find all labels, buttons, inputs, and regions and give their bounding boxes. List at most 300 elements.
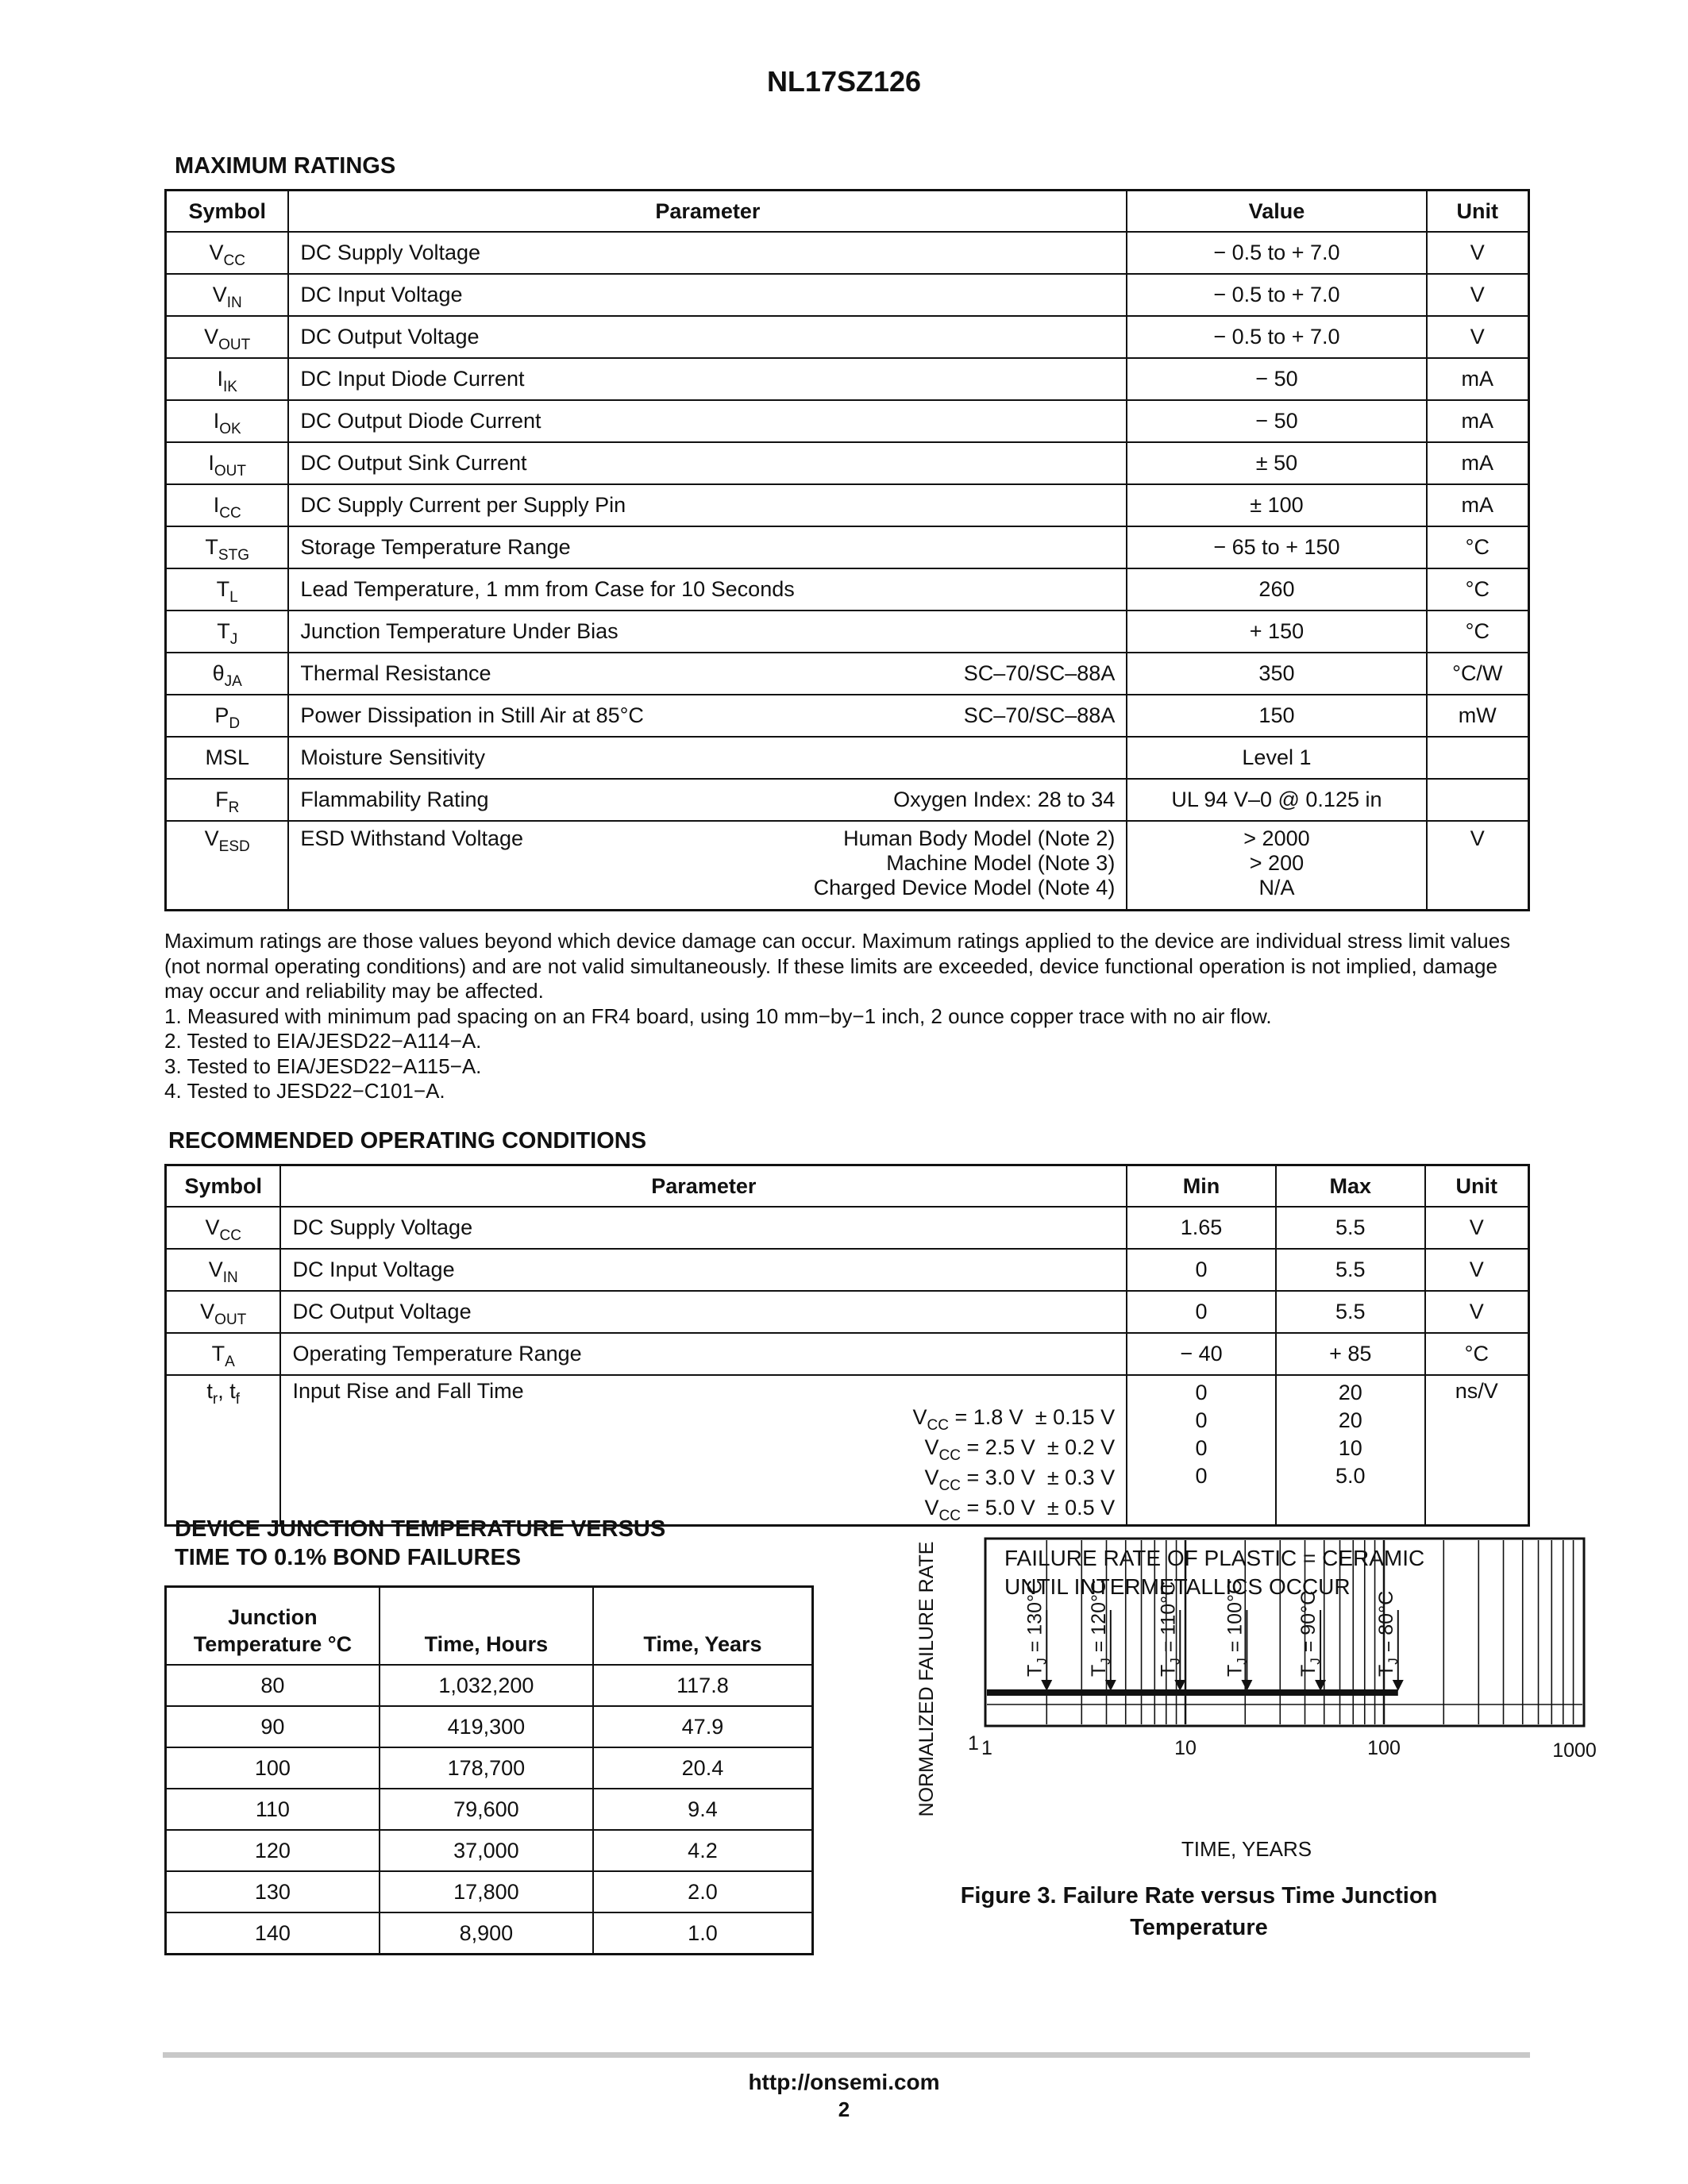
parameter-cell [288, 442, 1127, 484]
value-cell: UL 94 V–0 @ 0.125 in [1127, 779, 1426, 821]
symbol-cell [166, 821, 289, 911]
marker-label-value: = 110°C [1157, 1581, 1180, 1658]
y-tick-label: 1 [968, 1732, 979, 1755]
marker-arrow [1041, 1680, 1052, 1691]
figure-caption [921, 1880, 1477, 1943]
symbol-text: T [211, 1342, 225, 1365]
esd-value: > 2000 [1243, 826, 1310, 850]
notes-intro: Maximum ratings are those values beyond which device damage can occur. Maximum ratings applied to the device are individual stress limit values (not normal operating conditions) and are not valid simultaneously. If these limits are exceeded, device functional operation is not implied, damage may occur and reliability may be affected. [164, 929, 1511, 1003]
footer-url[interactable]: http://onsemi.com [748, 2070, 940, 2094]
max-cell: 5.5 [1276, 1291, 1425, 1333]
unit-cell: °C/W [1427, 653, 1529, 695]
symbol-subscript: CC [219, 505, 241, 522]
header-parameter: Parameter [288, 191, 1127, 233]
value-cell: Level 1 [1127, 737, 1426, 779]
header-value: Value [1127, 191, 1426, 233]
marker-label-value: = 80°C [1374, 1590, 1397, 1658]
djt-title-line2: TIME TO 0.1% BOND FAILURES [175, 1545, 522, 1570]
table-row [166, 526, 1529, 568]
time-years-cell: 1.0 [593, 1912, 813, 1955]
time-hours-cell: 79,600 [380, 1789, 593, 1830]
condition-text: = 5.0 V ± 0.5 V [961, 1496, 1116, 1520]
max-cell: 5.5 [1276, 1249, 1425, 1291]
unit-cell: V [1427, 821, 1529, 911]
rise-conditions [292, 1404, 1115, 1524]
marker-label-value: = 130°C [1023, 1579, 1046, 1658]
header-junction [166, 1587, 380, 1666]
time-hours-cell: 419,300 [380, 1706, 593, 1747]
value-cell: + 150 [1127, 611, 1426, 653]
header-symbol: Symbol [166, 191, 289, 233]
table-row [166, 316, 1529, 358]
condition-subscript: CC [927, 1417, 949, 1434]
unit-cell: V [1425, 1207, 1529, 1249]
parameter-cell: Operating Temperature Range [280, 1333, 1127, 1375]
condition-subscript: CC [938, 1508, 961, 1524]
symbol-subscript: ESD [218, 838, 250, 855]
parameter-text: Thermal Resistance [300, 661, 491, 685]
header-hours: Time, Hours [380, 1587, 593, 1666]
symbol-cell [166, 1375, 281, 1526]
parameter-text: Junction Temperature Under Bias [300, 619, 619, 643]
time-years-cell: 9.4 [593, 1789, 813, 1830]
value-cell: − 50 [1127, 358, 1426, 400]
time-years-cell: 2.0 [593, 1871, 813, 1912]
symbol-subscript: R [228, 799, 240, 816]
parameter-cell [288, 316, 1127, 358]
condition-subscript: CC [938, 1477, 961, 1494]
unit-cell: °C [1425, 1333, 1529, 1375]
time-hours-cell: 17,800 [380, 1871, 593, 1912]
unit-cell: V [1427, 274, 1529, 316]
figure-caption-line2: Temperature [1130, 1915, 1268, 1940]
symbol-subscript: CC [223, 252, 245, 269]
table-row [166, 1789, 813, 1830]
parameter-wrap [300, 826, 1115, 900]
table-row [166, 1830, 813, 1871]
table-row [166, 1249, 1529, 1291]
esd-conditions [814, 826, 1116, 900]
symbol-cell [166, 611, 289, 653]
table-row [166, 1291, 1529, 1333]
parameter-text: DC Supply Current per Supply Pin [300, 493, 626, 517]
parameter-wrap [300, 493, 1115, 518]
value-cell: ± 100 [1127, 484, 1426, 526]
symbol-subscript: IK [222, 379, 237, 395]
parameter-text: Power Dissipation in Still Air at 85°C [300, 703, 644, 727]
symbol-subscript: IN [226, 295, 242, 311]
rise-condition [292, 1464, 1115, 1494]
page-number: 2 [838, 2097, 850, 2121]
parameter-text: DC Supply Voltage [300, 241, 481, 264]
table-row [166, 274, 1529, 316]
symbol-subscript: OUT [214, 1312, 247, 1328]
parameter-wrap [300, 283, 1115, 307]
max-value: 20 [1338, 1408, 1362, 1432]
parameter-condition: SC–70/SC–88A [963, 661, 1116, 685]
note-item: 1. Measured with minimum pad spacing on an FR4 board, using 10 mm−by−1 inch, 2 ounce copper trace with no air flow. [164, 1003, 1272, 1028]
symbol-text: T [216, 577, 230, 601]
max-ratings-table [164, 189, 1530, 911]
condition-text: = 3.0 V ± 0.3 V [961, 1466, 1116, 1489]
table-row [166, 1207, 1529, 1249]
symbol-subscript: L [229, 589, 238, 606]
header-junction-line1: Junction [228, 1605, 318, 1629]
symbol-text: V [205, 1215, 220, 1239]
x-tick-label: 1000 [1552, 1739, 1597, 1762]
chart-subtitle: UNTIL INTERMETALLICS OCCUR [1004, 1574, 1351, 1599]
parameter-cell [288, 653, 1127, 695]
condition-subscript: CC [938, 1447, 961, 1464]
table-row [166, 611, 1529, 653]
rise-condition [292, 1404, 1115, 1434]
esd-value: > 200 [1249, 851, 1305, 875]
marker-label-value: = 90°C [1297, 1590, 1320, 1658]
unit-cell: V [1427, 316, 1529, 358]
parameter-wrap [300, 619, 1115, 644]
value-cell: − 0.5 to + 7.0 [1127, 316, 1426, 358]
parameter-cell [288, 358, 1127, 400]
table-row [166, 400, 1529, 442]
symbol-subscript: STG [218, 547, 249, 564]
symbol-text: T [205, 535, 218, 559]
value-cell: ± 50 [1127, 442, 1426, 484]
time-years-cell: 4.2 [593, 1830, 813, 1871]
header-years: Time, Years [593, 1587, 813, 1666]
parameter-text: DC Output Sink Current [300, 451, 527, 475]
symbol-subscript: OK [219, 421, 241, 437]
symbol-cell [166, 484, 289, 526]
time-years-cell: 20.4 [593, 1747, 813, 1789]
parameter-wrap [300, 325, 1115, 349]
symbol-text: T [217, 619, 230, 643]
max-value: 5.0 [1335, 1464, 1366, 1488]
marker-label-subscript: J [1234, 1658, 1250, 1665]
min-cell: 1.65 [1127, 1207, 1276, 1249]
table-row [166, 1333, 1529, 1375]
marker-label-symbol: T [1023, 1664, 1046, 1677]
rise-condition [292, 1434, 1115, 1464]
junction-temp-cell: 140 [166, 1912, 380, 1955]
marker-label-subscript: J [1167, 1658, 1183, 1665]
parameter-text: DC Input Diode Current [300, 367, 525, 391]
esd-condition: Machine Model (Note 3) [886, 851, 1116, 875]
condition-symbol: V [924, 1466, 939, 1489]
parameter-cell [288, 484, 1127, 526]
parameter-cell [288, 568, 1127, 611]
x-tick-label: 10 [1174, 1737, 1197, 1759]
y-axis-label: NORMALIZED FAILURE RATE [915, 1541, 938, 1817]
condition-symbol: V [924, 1496, 939, 1520]
value-cell: − 0.5 to + 7.0 [1127, 232, 1426, 274]
unit-cell: V [1425, 1249, 1529, 1291]
symbol-cell [166, 274, 289, 316]
min-value: 0 [1195, 1436, 1208, 1460]
value-cell: 150 [1127, 695, 1426, 737]
max-cell: + 85 [1276, 1333, 1425, 1375]
parameter-wrap [292, 1379, 1115, 1524]
header-min: Min [1127, 1165, 1276, 1208]
parameter-text: Flammability Rating [300, 788, 489, 811]
max-cell: 5.5 [1276, 1207, 1425, 1249]
min-cell [1127, 1375, 1276, 1526]
parameter-wrap [300, 703, 1115, 728]
parameter-text: ESD Withstand Voltage [300, 826, 524, 850]
unit-cell: °C [1427, 611, 1529, 653]
table-row [166, 1706, 813, 1747]
esd-condition: Human Body Model (Note 2) [843, 826, 1116, 850]
symbol-text: I [208, 451, 214, 475]
symbol-text: θ [212, 661, 225, 685]
table-row [166, 358, 1529, 400]
parameter-text: Storage Temperature Range [300, 535, 571, 559]
table-row [166, 653, 1529, 695]
parameter-text: DC Input Voltage [300, 283, 463, 306]
djt-title-line1: DEVICE JUNCTION TEMPERATURE VERSUS [175, 1516, 666, 1542]
parameter-text: Moisture Sensitivity [300, 745, 485, 769]
parameter-cell [288, 821, 1127, 911]
x-tick-label: 1 [981, 1737, 992, 1759]
table-header-row [166, 191, 1529, 233]
symbol-cell [166, 737, 289, 779]
symbol-subscript: OUT [218, 337, 251, 353]
parameter-cell: DC Supply Voltage [280, 1207, 1127, 1249]
value-cell: − 0.5 to + 7.0 [1127, 274, 1426, 316]
unit-cell: mW [1427, 695, 1529, 737]
parameter-wrap [300, 661, 1115, 686]
table-header-row [166, 1587, 813, 1666]
parameter-cell: DC Input Voltage [280, 1249, 1127, 1291]
parameter-condition: SC–70/SC–88A [963, 703, 1116, 727]
parameter-cell [280, 1375, 1127, 1526]
djt-title [175, 1515, 665, 1572]
condition-symbol: V [924, 1435, 939, 1459]
marker-label-subscript: J [1097, 1658, 1113, 1665]
table-row [166, 232, 1529, 274]
table-row [166, 1375, 1529, 1526]
unit-cell: V [1425, 1291, 1529, 1333]
footer-divider [163, 2052, 1530, 2058]
symbol-cell [166, 779, 289, 821]
marker-arrow [1241, 1680, 1252, 1691]
junction-temp-cell: 80 [166, 1665, 380, 1706]
symbol-text: I [217, 367, 223, 391]
esd-condition: Charged Device Model (Note 4) [813, 876, 1116, 899]
symbol-text: V [212, 283, 227, 306]
parameter-cell [288, 400, 1127, 442]
time-hours-cell: 178,700 [380, 1747, 593, 1789]
marker-label-value: = 120°C [1087, 1579, 1110, 1658]
table-row [166, 821, 1529, 911]
parameter-cell [288, 737, 1127, 779]
symbol-text: V [208, 1258, 223, 1281]
symbol-subscript: OUT [214, 463, 247, 480]
parameter-text: DC Output Voltage [300, 325, 480, 349]
unit-cell: mA [1427, 484, 1529, 526]
table-row [166, 779, 1529, 821]
table-row [166, 695, 1529, 737]
header-symbol: Symbol [166, 1165, 281, 1208]
parameter-wrap [300, 241, 1115, 265]
parameter-cell [288, 526, 1127, 568]
unit-cell [1427, 737, 1529, 779]
symbol-cell [166, 1333, 281, 1375]
marker-label-subscript: J [1034, 1658, 1050, 1665]
symbol-cell [166, 1207, 281, 1249]
symbol-cell [166, 1291, 281, 1333]
symbol-cell [166, 526, 289, 568]
symbol-subscript: JA [224, 673, 242, 690]
symbol-cell [166, 695, 289, 737]
parameter-wrap [300, 788, 1115, 812]
symbol-text: V [204, 826, 219, 850]
symbol-subscript: r [212, 1391, 218, 1408]
min-value: 0 [1195, 1408, 1208, 1432]
symbol-cell [166, 358, 289, 400]
symbol-text: MSL [205, 745, 249, 769]
symbol-subscript: IN [222, 1269, 238, 1286]
parameter-cell: DC Output Voltage [280, 1291, 1127, 1333]
min-value: 0 [1195, 1381, 1208, 1404]
parameter-wrap [300, 577, 1115, 602]
symbol-cell [166, 568, 289, 611]
condition-symbol: V [912, 1405, 927, 1429]
symbol-cell [166, 400, 289, 442]
value-cell: 350 [1127, 653, 1426, 695]
symbol-text: P [214, 703, 229, 727]
header-unit: Unit [1425, 1165, 1529, 1208]
value-cell [1127, 821, 1426, 911]
min-cell: − 40 [1127, 1333, 1276, 1375]
parameter-cell [288, 232, 1127, 274]
junction-temp-cell: 90 [166, 1706, 380, 1747]
min-value: 0 [1195, 1464, 1208, 1488]
marker-label [1375, 1591, 1401, 1677]
time-hours-cell: 8,900 [380, 1912, 593, 1955]
symbol-subscript: J [229, 631, 238, 648]
figure-caption-line1: Figure 3. Failure Rate versus Time Junction [960, 1883, 1438, 1909]
parameter-cell [288, 274, 1127, 316]
symbol-cell [166, 653, 289, 695]
symbol-text: V [204, 325, 219, 349]
max-ratings-title: MAXIMUM RATINGS [175, 153, 396, 179]
unit-cell: mA [1427, 442, 1529, 484]
parameter-wrap [300, 745, 1115, 770]
unit-cell: mA [1427, 400, 1529, 442]
header-junction-line2: Temperature °C [193, 1632, 353, 1656]
header-max: Max [1276, 1165, 1425, 1208]
unit-cell: mA [1427, 358, 1529, 400]
min-cell: 0 [1127, 1249, 1276, 1291]
note-item: 3. Tested to EIA/JESD22−A115−A. [164, 1053, 482, 1078]
symbol-cell [166, 316, 289, 358]
unit-cell: °C [1427, 526, 1529, 568]
table-row [166, 484, 1529, 526]
junction-temp-cell: 120 [166, 1830, 380, 1871]
parameter-wrap [300, 367, 1115, 391]
symbol-text: , t [218, 1379, 236, 1403]
symbol-cell [166, 1249, 281, 1291]
unit-cell [1427, 779, 1529, 821]
junction-temp-cell: 110 [166, 1789, 380, 1830]
table-row [166, 442, 1529, 484]
unit-cell: ns/V [1425, 1375, 1529, 1526]
symbol-text: V [209, 241, 224, 264]
parameter-wrap [300, 535, 1115, 560]
marker-label-value: = 100°C [1224, 1579, 1247, 1658]
table-row [166, 1665, 813, 1706]
chart-title: FAILURE RATE OF PLASTIC = CERAMIC [1004, 1546, 1425, 1570]
marker-label-subscript: J [1385, 1658, 1401, 1665]
value-cell: 260 [1127, 568, 1426, 611]
marker-label-symbol: T [1224, 1664, 1247, 1677]
table-header-row [166, 1165, 1529, 1208]
condition-text: = 1.8 V ± 0.15 V [948, 1405, 1116, 1429]
x-tick-label: 100 [1367, 1737, 1401, 1759]
time-years-cell: 47.9 [593, 1706, 813, 1747]
symbol-text: F [215, 788, 229, 811]
roc-table [164, 1164, 1530, 1527]
max-value: 20 [1338, 1381, 1362, 1404]
parameter-condition: Oxygen Index: 28 to 34 [893, 788, 1116, 811]
symbol-text: t [206, 1379, 213, 1403]
time-years-cell: 117.8 [593, 1665, 813, 1706]
junction-temp-cell: 100 [166, 1747, 380, 1789]
symbol-text: V [200, 1300, 215, 1323]
marker-label-symbol: T [1157, 1664, 1180, 1677]
symbol-subscript: A [225, 1354, 235, 1370]
table-row [166, 1747, 813, 1789]
note-item: 4. Tested to JESD22−C101−A. [164, 1079, 445, 1103]
condition-text: = 2.5 V ± 0.2 V [961, 1435, 1116, 1459]
junction-temp-cell: 130 [166, 1871, 380, 1912]
unit-cell: V [1427, 232, 1529, 274]
symbol-text: I [213, 409, 220, 433]
parameter-cell [288, 779, 1127, 821]
marker-label-subscript: J [1308, 1658, 1324, 1665]
parameter-text: Input Rise and Fall Time [292, 1379, 524, 1403]
parameter-cell [288, 611, 1127, 653]
table-row [166, 1912, 813, 1955]
parameter-wrap [300, 451, 1115, 476]
header-unit: Unit [1427, 191, 1529, 233]
junction-temperature-table [164, 1585, 814, 1955]
parameter-text: Lead Temperature, 1 mm from Case for 10 Seconds [300, 577, 795, 601]
symbol-subscript: D [229, 715, 241, 732]
value-cell: − 50 [1127, 400, 1426, 442]
parameter-text: DC Output Diode Current [300, 409, 541, 433]
time-hours-cell: 37,000 [380, 1830, 593, 1871]
header-parameter: Parameter [280, 1165, 1127, 1208]
parameter-cell [288, 695, 1127, 737]
x-axis-label: TIME, YEARS [1181, 1837, 1312, 1861]
max-value: 10 [1338, 1436, 1362, 1460]
table-row [166, 1871, 813, 1912]
failure-rate-chart [889, 1520, 1597, 1870]
symbol-text: I [213, 493, 220, 517]
table-row [166, 737, 1529, 779]
note-item: 2. Tested to EIA/JESD22−A114−A. [164, 1029, 482, 1053]
marker-label-symbol: T [1087, 1664, 1110, 1677]
marker-label [1297, 1591, 1323, 1677]
esd-value: N/A [1258, 876, 1295, 899]
symbol-subscript: CC [219, 1227, 241, 1244]
parameter-wrap [300, 409, 1115, 433]
marker-label-symbol: T [1374, 1664, 1397, 1677]
max-ratings-notes [164, 929, 1538, 1104]
symbol-subscript: f [235, 1391, 241, 1408]
value-cell: − 65 to + 150 [1127, 526, 1426, 568]
